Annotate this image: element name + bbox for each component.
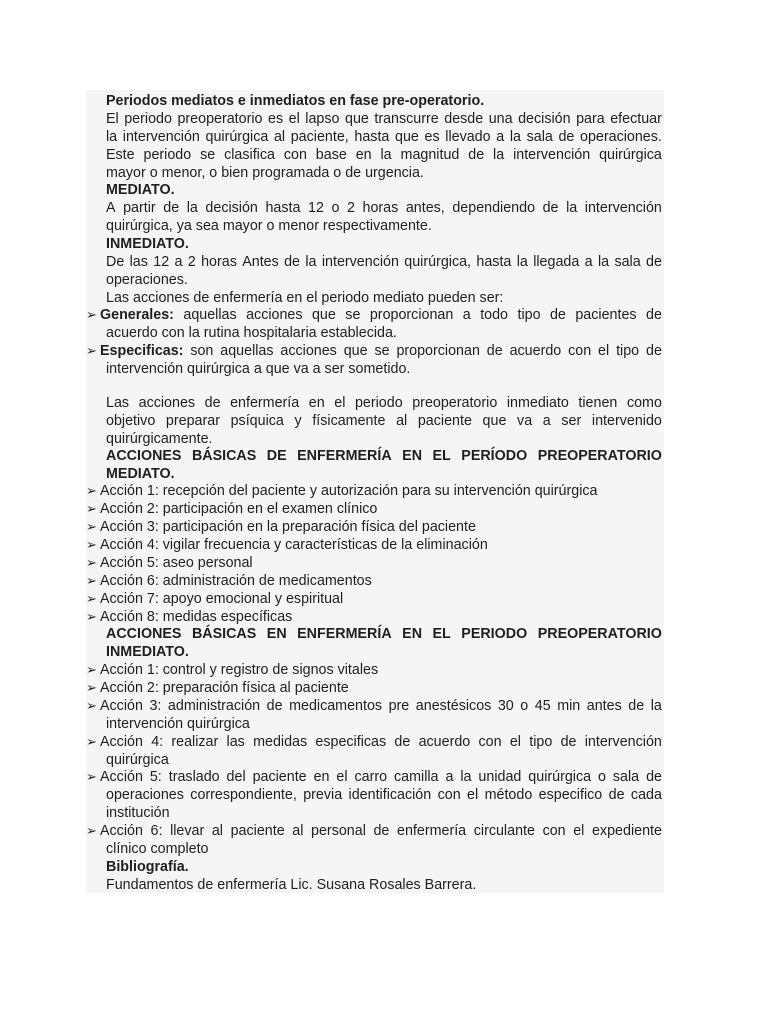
word: de <box>549 307 566 323</box>
bullet-icon: ➢ <box>86 555 97 570</box>
bullet-icon: ➢ <box>86 591 97 606</box>
inmediato-action-2: ➢ Acción 2: preparación física al paciente <box>86 680 349 696</box>
intro-line-1 <box>86 110 664 128</box>
word: de <box>542 200 559 216</box>
word: previa <box>303 787 343 803</box>
word: se <box>374 343 390 359</box>
word: quirúrgica <box>205 129 269 145</box>
word: acuerdo <box>509 343 562 359</box>
word: de <box>266 698 283 714</box>
doc-title: Periodos mediatos e inmediatos en fase pre-operatorio. <box>106 93 485 109</box>
word: son <box>190 343 214 359</box>
word: a <box>584 254 593 270</box>
word: paciente, <box>290 129 349 145</box>
word: periodo <box>124 111 172 127</box>
word: Acción <box>100 734 143 750</box>
bullet-icon: ➢ <box>86 609 97 624</box>
inmediato-section-heading-2: INMEDIATO. <box>106 644 189 660</box>
inmediato-action-5-line-3: institución <box>106 805 170 821</box>
mediato-action-6: ➢ Acción 6: administración de medicamentos <box>86 573 372 589</box>
word: de <box>394 734 411 750</box>
document-page <box>86 90 664 893</box>
word: a <box>462 307 471 323</box>
word: que <box>345 111 369 127</box>
word: partir <box>123 200 156 216</box>
word: PREOPERATORIO <box>537 626 662 642</box>
word: que <box>395 129 419 145</box>
mediato-action-3: ➢ Acción 3: participación en la preparación física del paciente <box>86 519 476 535</box>
word: de <box>204 395 221 411</box>
word: correspondiente, <box>190 787 297 803</box>
word: aquellas <box>220 343 274 359</box>
word: en <box>355 147 372 163</box>
word: 2 <box>346 200 355 216</box>
word: método <box>484 787 533 803</box>
objetivo-line-3: quirúrgicamente. <box>106 431 213 447</box>
word: o <box>598 769 606 785</box>
word: el <box>573 823 585 839</box>
word: de <box>163 200 180 216</box>
word: inmediato <box>506 395 569 411</box>
word: al <box>273 129 286 145</box>
word: horas <box>362 200 399 216</box>
bullet-icon: ➢ <box>86 769 97 784</box>
word: PREOPERATORIO <box>537 448 662 464</box>
word: EN <box>402 626 423 642</box>
especificas-line-2: intervención quirúrgica a que va a ser sometido. <box>106 361 411 377</box>
word: A <box>106 200 116 216</box>
word: tipo <box>616 343 640 359</box>
item-label: Especificas: <box>100 343 184 359</box>
word: que <box>311 307 336 323</box>
mediato-heading: MEDIATO. <box>106 182 175 198</box>
word: el <box>334 395 346 411</box>
word: operaciones. <box>580 129 662 145</box>
inmediato-line-2: operaciones. <box>106 272 188 288</box>
word: intervención <box>584 734 662 750</box>
word: personal <box>311 823 366 839</box>
word: Este <box>106 147 135 163</box>
word: medidas <box>253 734 308 750</box>
word: carro <box>354 769 388 785</box>
word: antes, <box>405 200 445 216</box>
word: de <box>468 147 485 163</box>
word: hasta <box>476 254 512 270</box>
word: ser <box>561 413 582 429</box>
word: al <box>211 823 223 839</box>
word: Acción <box>100 698 143 714</box>
word: Acción <box>100 823 143 839</box>
word: el <box>336 769 348 785</box>
word: las <box>226 734 245 750</box>
word: quirúrgica <box>599 147 662 163</box>
intro-line-3 <box>86 146 664 164</box>
word: antes <box>586 698 622 714</box>
word: acciones <box>246 307 303 323</box>
word: la <box>186 200 198 216</box>
mediato-action-5: ➢ Acción 5: aseo personal <box>86 555 253 571</box>
word: de <box>646 343 662 359</box>
word: a <box>542 413 551 429</box>
word: en <box>308 395 325 411</box>
bullet-icon: ➢ <box>86 734 97 749</box>
inmediato-action-4 <box>86 733 664 751</box>
word: con <box>283 147 307 163</box>
bullet-icon: ➢ <box>86 573 97 588</box>
word: 5: <box>149 769 162 785</box>
word: magnitud <box>400 147 460 163</box>
word: operaciones <box>106 787 184 803</box>
bullet-icon: ➢ <box>86 307 97 322</box>
word: pacientes <box>575 307 637 323</box>
word: BÁSICAS <box>191 626 257 642</box>
word: especificas <box>315 734 387 750</box>
bullet-icon: ➢ <box>86 680 97 695</box>
word: a <box>445 769 454 785</box>
word: o <box>520 698 529 714</box>
word: intervención <box>584 200 662 216</box>
word: Las <box>106 395 130 411</box>
mediato-section-heading-2: MEDIATO. <box>106 466 175 482</box>
word: ACCIONES <box>106 626 182 642</box>
word: de <box>608 787 625 803</box>
bullet-icon: ➢ <box>86 501 97 516</box>
inmediato-action-3-line-2: intervención quirúrgica <box>106 716 250 732</box>
word: hasta <box>265 200 301 216</box>
generales-line-2: acuerdo con la rutina hospitalaria establecida. <box>106 325 397 341</box>
word: Antes <box>242 254 279 270</box>
word: la <box>566 200 578 216</box>
word: medicamentos <box>289 698 383 714</box>
word: la <box>305 254 317 270</box>
word: traslado <box>168 769 220 785</box>
word: tienen <box>578 395 618 411</box>
word: preoperatorio <box>177 111 263 127</box>
word: la <box>460 769 472 785</box>
word: pre <box>388 698 410 714</box>
word: todo <box>480 307 509 323</box>
word: circulante <box>473 823 535 839</box>
intro-line-2 <box>86 128 664 146</box>
word: camilla <box>394 769 439 785</box>
word: base <box>315 147 347 163</box>
word: preoperatorio <box>412 395 498 411</box>
word: físicamente <box>312 413 386 429</box>
word: es <box>268 111 284 127</box>
word: la <box>106 129 118 145</box>
word: acciones <box>280 343 337 359</box>
word: periodo <box>143 147 192 163</box>
word: al <box>292 823 304 839</box>
word: decisión <box>205 200 258 216</box>
word: el <box>598 343 610 359</box>
word: de <box>486 343 503 359</box>
inmediato-action-3 <box>86 697 664 715</box>
bibliografia-reference: Fundamentos de enfermería Lic. Susana Rosales Barrera. <box>106 877 477 893</box>
word: en <box>313 769 330 785</box>
word: efectuar <box>610 111 662 127</box>
word: sala <box>526 129 553 145</box>
word: aquellas <box>183 307 237 323</box>
word: ACCIONES <box>106 448 182 464</box>
word: cada <box>630 787 662 803</box>
word: de <box>646 254 662 270</box>
word: De <box>106 254 125 270</box>
word: desde <box>444 111 484 127</box>
word: llevar <box>170 823 205 839</box>
word: la <box>509 129 521 145</box>
word: hasta <box>354 129 390 145</box>
word: paciente <box>230 823 285 839</box>
word: ENFERMERÍA <box>297 448 392 464</box>
word: min <box>557 698 581 714</box>
mediato-action-4: ➢ Acción 4: vigilar frecuencia y características de la eliminación <box>86 537 488 553</box>
objetivo-line-2 <box>86 412 664 430</box>
word: para <box>576 111 605 127</box>
word: identificación <box>348 787 432 803</box>
word: de <box>628 698 645 714</box>
word: EN <box>402 448 423 464</box>
word: va <box>517 413 533 429</box>
word: lapso <box>305 111 340 127</box>
word: la <box>597 254 610 270</box>
word: el <box>467 787 479 803</box>
word: PERÍODO <box>461 448 528 464</box>
word: de <box>558 129 575 145</box>
word: transcurre <box>374 111 439 127</box>
objetivo-line-1 <box>86 394 664 412</box>
word: 12 <box>308 200 324 216</box>
word: a <box>496 129 505 145</box>
word: DE <box>266 448 287 464</box>
word: la <box>493 147 505 163</box>
bullet-icon: ➢ <box>86 823 97 838</box>
word: paciente <box>417 413 472 429</box>
word: preparar <box>165 413 220 429</box>
especificas-item <box>86 342 664 360</box>
word: con <box>478 734 502 750</box>
word: de <box>560 734 577 750</box>
word: 6: <box>150 823 163 839</box>
word: clasifica <box>224 147 275 163</box>
word: EL <box>432 448 451 464</box>
word: una <box>488 111 513 127</box>
word: realizar <box>171 734 219 750</box>
intro-line-4: mayor o menor, o bien programada o de urgencia. <box>106 165 424 181</box>
word: enfermería <box>230 395 300 411</box>
acciones-intro: Las acciones de enfermería en el periodo mediato pueden ser: <box>106 290 504 306</box>
word: 4: <box>151 734 164 750</box>
word: de <box>646 307 662 323</box>
word: periodo <box>354 395 403 411</box>
word: intervención <box>321 254 399 270</box>
word: intervención <box>513 147 591 163</box>
mediato-line-2: quirúrgica, ya sea mayor o menor respectivamente. <box>106 218 432 234</box>
inmediato-action-1: ➢ Acción 1: control y registro de signos vitales <box>86 662 379 678</box>
word: las <box>129 254 148 270</box>
word: se <box>345 307 361 323</box>
word: ENFERMERÍA <box>297 626 392 642</box>
word: decisión <box>518 111 571 127</box>
word: tipo <box>517 307 541 323</box>
mediato-action-8: ➢ Acción 8: medidas específicas <box>86 609 293 625</box>
word: quirúrgica <box>528 769 592 785</box>
inmediato-section-heading <box>86 625 664 643</box>
word: 45 <box>534 698 551 714</box>
word: intervención <box>122 129 200 145</box>
word: o <box>331 200 340 216</box>
word: proporcionan <box>369 307 454 323</box>
word: es <box>424 129 440 145</box>
inmediato-action-5 <box>86 768 664 786</box>
inmediato-action-4-line-2: quirúrgica <box>106 752 169 768</box>
word: se <box>200 147 216 163</box>
inmediato-action-6 <box>86 822 664 840</box>
word: a <box>174 254 183 270</box>
inmediato-action-6-line-2: clínico completo <box>106 841 209 857</box>
word: el <box>509 734 521 750</box>
word: la <box>516 254 528 270</box>
word: 12 <box>153 254 170 270</box>
word: con <box>437 787 461 803</box>
word: del <box>226 769 246 785</box>
word: el <box>288 111 300 127</box>
word: anestésicos <box>415 698 492 714</box>
word: enfermería <box>397 823 467 839</box>
word: tipo <box>529 734 553 750</box>
inmediato-line-1 <box>86 253 664 271</box>
word: de <box>646 769 662 785</box>
word: que <box>482 413 507 429</box>
bullet-icon: ➢ <box>86 698 97 713</box>
word: con <box>568 343 592 359</box>
word: dependiendo <box>452 200 536 216</box>
bullet-icon: ➢ <box>86 343 97 358</box>
word: unidad <box>478 769 522 785</box>
word: acciones <box>138 395 196 411</box>
word: PERIODO <box>461 626 528 642</box>
word: EN <box>266 626 287 642</box>
word: Acción <box>100 769 143 785</box>
mediato-action-1: ➢ Acción 1: recepción del paciente y autorización para su intervención quirúrgica <box>86 483 598 499</box>
word: acuerdo <box>418 734 471 750</box>
bibliografia-heading: Bibliografía. <box>106 859 189 875</box>
generales-item <box>86 306 664 324</box>
word: EL <box>432 626 451 642</box>
word: 30 <box>497 698 514 714</box>
word: expediente <box>591 823 662 839</box>
word: al <box>396 413 408 429</box>
word: llegada <box>533 254 580 270</box>
bullet-icon: ➢ <box>86 519 97 534</box>
mediato-action-2: ➢ Acción 2: participación en el examen clínico <box>86 501 378 517</box>
word: con <box>542 823 566 839</box>
word: quirúrgica, <box>404 254 472 270</box>
bullet-icon: ➢ <box>86 537 97 552</box>
word: psíquica <box>230 413 284 429</box>
word: administración <box>167 698 261 714</box>
word: horas <box>201 254 237 270</box>
word: 2 <box>187 254 196 270</box>
word: El <box>106 111 119 127</box>
mediato-line-1 <box>86 199 664 217</box>
inmediato-action-5-line-2 <box>86 786 664 804</box>
word: de <box>373 823 390 839</box>
word: 3: <box>149 698 162 714</box>
word: la <box>380 147 392 163</box>
inmediato-heading: INMEDIATO. <box>106 236 189 252</box>
word: como <box>626 395 662 411</box>
word: que <box>343 343 368 359</box>
bullet-icon: ➢ <box>86 483 97 498</box>
word: llevado <box>445 129 491 145</box>
word: BÁSICAS <box>191 448 257 464</box>
word: intervenido <box>591 413 662 429</box>
word: especifico <box>538 787 603 803</box>
bullet-icon: ➢ <box>86 662 97 677</box>
word: paciente <box>252 769 307 785</box>
word: sala <box>612 769 640 785</box>
mediato-action-7: ➢ Acción 7: apoyo emocional y espiritual <box>86 591 344 607</box>
mediato-section-heading <box>86 447 664 465</box>
word: proporcionan <box>396 343 480 359</box>
word: la <box>650 698 662 714</box>
word: y <box>294 413 302 429</box>
word: sala <box>614 254 641 270</box>
word: de <box>284 254 301 270</box>
word: objetivo <box>106 413 156 429</box>
item-label: Generales: <box>100 307 174 323</box>
